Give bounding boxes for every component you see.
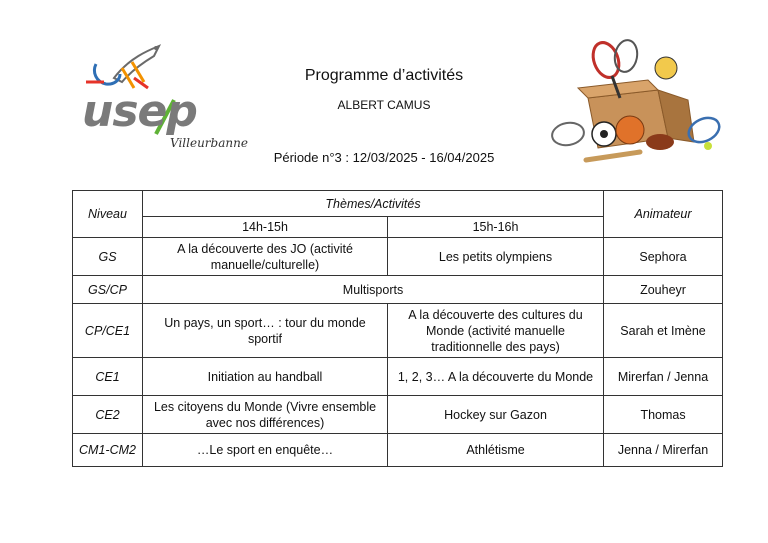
usep-logo <box>74 38 248 150</box>
row-animateur: Zouheyr <box>604 276 723 304</box>
row-activity-2: Hockey sur Gazon <box>388 396 604 434</box>
row-activity-merged: Multisports <box>143 276 604 304</box>
row-activity-1: Initiation au handball <box>143 358 388 396</box>
row-niveau: GS <box>73 238 143 276</box>
table-row <box>73 358 723 396</box>
row-niveau: GS/CP <box>73 276 143 304</box>
table-row <box>73 238 723 276</box>
header-animateur: Animateur <box>604 191 723 238</box>
row-animateur: Sephora <box>604 238 723 276</box>
row-activity-1: Les citoyens du Monde (Vivre ensemble avec nos différences) <box>143 396 388 434</box>
row-activity-1: Un pays, un sport… : tour du monde sportif <box>143 304 388 358</box>
table-row <box>73 434 723 467</box>
row-niveau: CP/CE1 <box>73 304 143 358</box>
row-activity-2: 1, 2, 3… A la découverte du Monde <box>388 358 604 396</box>
row-activity-2: A la découverte des cultures du Monde (activité manuelle traditionnelle des pays) <box>388 304 604 358</box>
table-row <box>73 276 723 304</box>
logo-city: Villeurbanne <box>170 136 248 150</box>
row-activity-2: Athlétisme <box>388 434 604 467</box>
row-niveau: CE2 <box>73 396 143 434</box>
row-animateur: Sarah et Imène <box>604 304 723 358</box>
logo-wordmark: usep <box>82 86 197 137</box>
row-activity-2: Les petits olympiens <box>388 238 604 276</box>
header-slot-1: 14h-15h <box>143 217 388 238</box>
row-activity-1: A la découverte des JO (activité manuelle/culturelle) <box>143 238 388 276</box>
table-row <box>73 304 723 358</box>
school-name: ALBERT CAMUS <box>337 98 431 112</box>
page-title: Programme d’activités <box>304 67 464 84</box>
row-animateur: Jenna / Mirerfan <box>604 434 723 467</box>
program-table <box>72 190 723 467</box>
period-text: Période n°3 : 12/03/2025 - 16/04/2025 <box>273 150 495 165</box>
row-niveau: CM1-CM2 <box>73 434 143 467</box>
row-animateur: Mirerfan / Jenna <box>604 358 723 396</box>
row-animateur: Thomas <box>604 396 723 434</box>
row-activity-1: …Le sport en enquête… <box>143 434 388 467</box>
sports-equipment-image <box>548 38 728 168</box>
header-themes: Thèmes/Activités <box>143 191 604 217</box>
row-niveau: CE1 <box>73 358 143 396</box>
header-niveau: Niveau <box>73 191 143 238</box>
header-slot-2: 15h-16h <box>388 217 604 238</box>
table-row <box>73 396 723 434</box>
